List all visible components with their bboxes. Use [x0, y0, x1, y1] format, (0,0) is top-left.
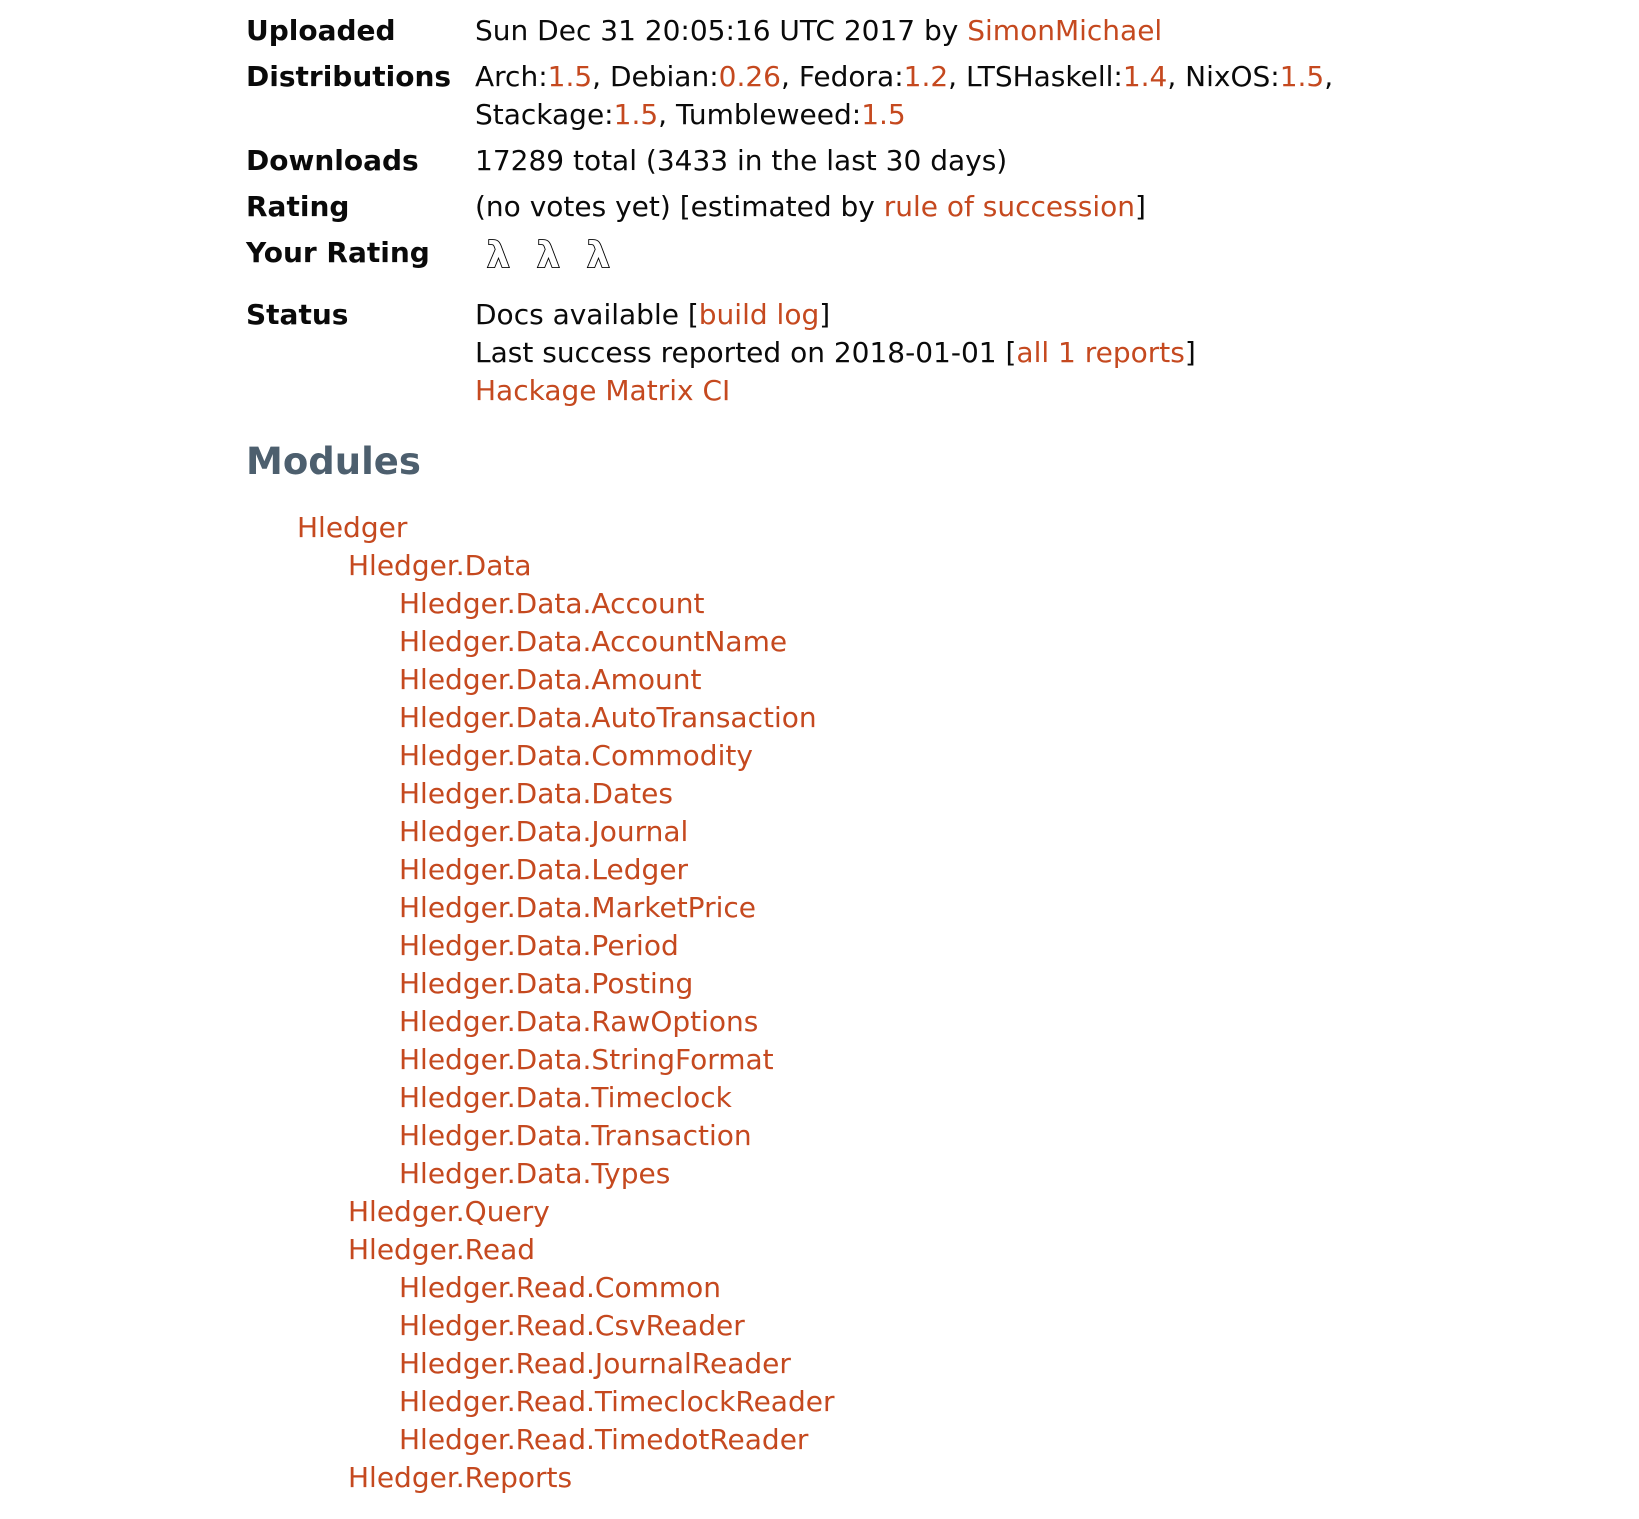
module-item — [399, 1269, 1639, 1307]
distribution-item — [610, 60, 781, 93]
module-link[interactable]: Hledger.Read.Common — [399, 1271, 722, 1304]
svg-text:λ: λ — [587, 235, 610, 274]
prop-label-status: Status — [246, 298, 349, 331]
module-item — [399, 965, 1639, 1003]
module-item — [399, 927, 1639, 965]
rating-text: (no votes yet) [estimated by — [475, 190, 884, 223]
module-link[interactable]: Hledger.Data.Ledger — [399, 853, 689, 886]
module-link[interactable]: Hledger.Data.RawOptions — [399, 1005, 759, 1038]
rule-of-succession-link[interactable]: rule of succession — [883, 190, 1135, 223]
module-item — [399, 1079, 1639, 1117]
distribution-name: LTSHaskell: — [965, 60, 1123, 93]
lambda-rating-icon-3[interactable] — [583, 234, 617, 274]
module-link[interactable]: Hledger — [297, 511, 408, 544]
module-link[interactable]: Hledger.Data.Timeclock — [399, 1081, 732, 1114]
module-link[interactable]: Hledger.Data — [348, 549, 532, 582]
module-item — [348, 1459, 1639, 1497]
your-rating-widget — [475, 234, 1526, 274]
module-item — [399, 1155, 1639, 1193]
status-line-matrix — [475, 372, 1526, 410]
module-item — [399, 585, 1639, 623]
distribution-separator: , — [781, 60, 799, 93]
svg-text:λ: λ — [487, 235, 510, 274]
distribution-name: Arch: — [475, 60, 548, 93]
module-link[interactable]: Hledger.Read.CsvReader — [399, 1309, 745, 1342]
module-link[interactable]: Hledger.Data.Types — [399, 1157, 671, 1190]
module-item — [399, 889, 1639, 927]
distribution-item — [966, 60, 1167, 93]
distribution-separator: , — [658, 98, 676, 131]
distribution-item — [799, 60, 948, 93]
distribution-item — [1185, 60, 1324, 93]
distribution-version-link[interactable]: 1.5 — [613, 98, 659, 131]
module-list — [297, 547, 1639, 1497]
modules-heading: Modules — [246, 440, 421, 483]
module-link[interactable]: Hledger.Reports — [348, 1461, 573, 1494]
build-log-link[interactable]: build log — [698, 298, 820, 331]
distribution-item — [475, 98, 658, 131]
distribution-name: Fedora: — [798, 60, 904, 93]
module-link[interactable]: Hledger.Data.Posting — [399, 967, 694, 1000]
module-link[interactable]: Hledger.Data.Journal — [399, 815, 689, 848]
prop-value-status — [475, 296, 1526, 410]
module-link[interactable]: Hledger.Data.Transaction — [399, 1119, 752, 1152]
distribution-version-link[interactable]: 1.5 — [861, 98, 906, 131]
status-docs-text: Docs available [ — [475, 298, 699, 331]
prop-value-downloads: 17289 total (3433 in the last 30 days) — [475, 144, 1008, 177]
lambda-rating-icon-1[interactable] — [483, 234, 517, 274]
uploaded-text: Sun Dec 31 20:05:16 UTC 2017 by — [475, 14, 968, 47]
distribution-name: NixOS: — [1185, 60, 1280, 93]
module-list — [348, 1269, 1639, 1459]
prop-value-distributions — [475, 58, 1526, 134]
all-reports-link[interactable]: all 1 reports — [1016, 336, 1185, 369]
status-reports-text: Last success reported on 2018-01-01 [ — [475, 336, 1017, 369]
module-link[interactable]: Hledger.Read — [348, 1233, 536, 1266]
distribution-version-link[interactable]: 0.26 — [718, 60, 781, 93]
prop-label-rating: Rating — [246, 190, 350, 223]
module-item — [399, 813, 1639, 851]
distribution-version-link[interactable]: 1.5 — [1279, 60, 1325, 93]
status-reports-suffix: ] — [1184, 336, 1196, 369]
module-link[interactable]: Hledger.Read.JournalReader — [399, 1347, 791, 1380]
module-link[interactable]: Hledger.Query — [348, 1195, 550, 1228]
module-item — [348, 1231, 1639, 1459]
distribution-item — [676, 98, 906, 131]
module-item — [399, 775, 1639, 813]
module-item — [399, 1307, 1639, 1345]
module-item — [399, 699, 1639, 737]
package-properties — [246, 12, 1639, 410]
module-item — [399, 1003, 1639, 1041]
uploader-link[interactable]: SimonMichael — [967, 14, 1163, 47]
distribution-version-link[interactable]: 1.4 — [1122, 60, 1168, 93]
status-line-reports — [475, 334, 1526, 372]
module-link[interactable]: Hledger.Data.StringFormat — [399, 1043, 774, 1076]
prop-label-your-rating: Your Rating — [246, 236, 430, 269]
module-item — [399, 1345, 1639, 1383]
prop-label-distributions: Distributions — [246, 60, 452, 93]
prop-label-uploaded: Uploaded — [246, 14, 396, 47]
distribution-separator: , — [948, 60, 966, 93]
distribution-name: Tumbleweed: — [675, 98, 862, 131]
prop-value-uploaded — [475, 12, 1526, 50]
distribution-item — [475, 60, 592, 93]
module-list — [246, 509, 1639, 1497]
distribution-name: Debian: — [609, 60, 719, 93]
module-link[interactable]: Hledger.Data.MarketPrice — [399, 891, 756, 924]
module-link[interactable]: Hledger.Data.Dates — [399, 777, 673, 810]
module-item — [348, 547, 1639, 1193]
status-docs-suffix: ] — [819, 298, 831, 331]
module-tree — [246, 509, 1639, 1497]
module-item — [399, 623, 1639, 661]
rating-text-suffix: ] — [1134, 190, 1146, 223]
module-item — [399, 1041, 1639, 1079]
module-item — [399, 851, 1639, 889]
svg-text:λ: λ — [537, 235, 560, 274]
hackage-matrix-ci-link[interactable]: Hackage Matrix CI — [475, 374, 731, 407]
module-item — [399, 661, 1639, 699]
module-link[interactable]: Hledger.Data.AccountName — [399, 625, 788, 658]
module-item — [399, 1383, 1639, 1421]
module-link[interactable]: Hledger.Data.Amount — [399, 663, 702, 696]
distribution-separator: , — [592, 60, 610, 93]
module-list — [348, 585, 1639, 1193]
distribution-version-link[interactable]: 1.2 — [903, 60, 949, 93]
prop-label-downloads: Downloads — [246, 144, 419, 177]
module-item — [297, 509, 1639, 1497]
status-line-docs — [475, 296, 1526, 334]
lambda-rating-icon-2[interactable] — [533, 234, 567, 274]
module-link[interactable]: Hledger.Data.Commodity — [399, 739, 753, 772]
distribution-version-link[interactable]: 1.5 — [547, 60, 593, 93]
distribution-name: Stackage: — [475, 98, 614, 131]
distribution-separator: , — [1324, 60, 1334, 93]
module-link[interactable]: Hledger.Data.AutoTransaction — [399, 701, 817, 734]
module-link[interactable]: Hledger.Read.TimeclockReader — [399, 1385, 835, 1418]
distribution-separator: , — [1167, 60, 1186, 93]
module-item — [399, 1117, 1639, 1155]
prop-value-rating — [475, 188, 1526, 226]
module-item — [399, 737, 1639, 775]
module-link[interactable]: Hledger.Data.Account — [399, 587, 705, 620]
module-item — [348, 1193, 1639, 1231]
module-item — [399, 1421, 1639, 1459]
module-link[interactable]: Hledger.Read.TimedotReader — [399, 1423, 809, 1456]
module-link[interactable]: Hledger.Data.Period — [399, 929, 679, 962]
